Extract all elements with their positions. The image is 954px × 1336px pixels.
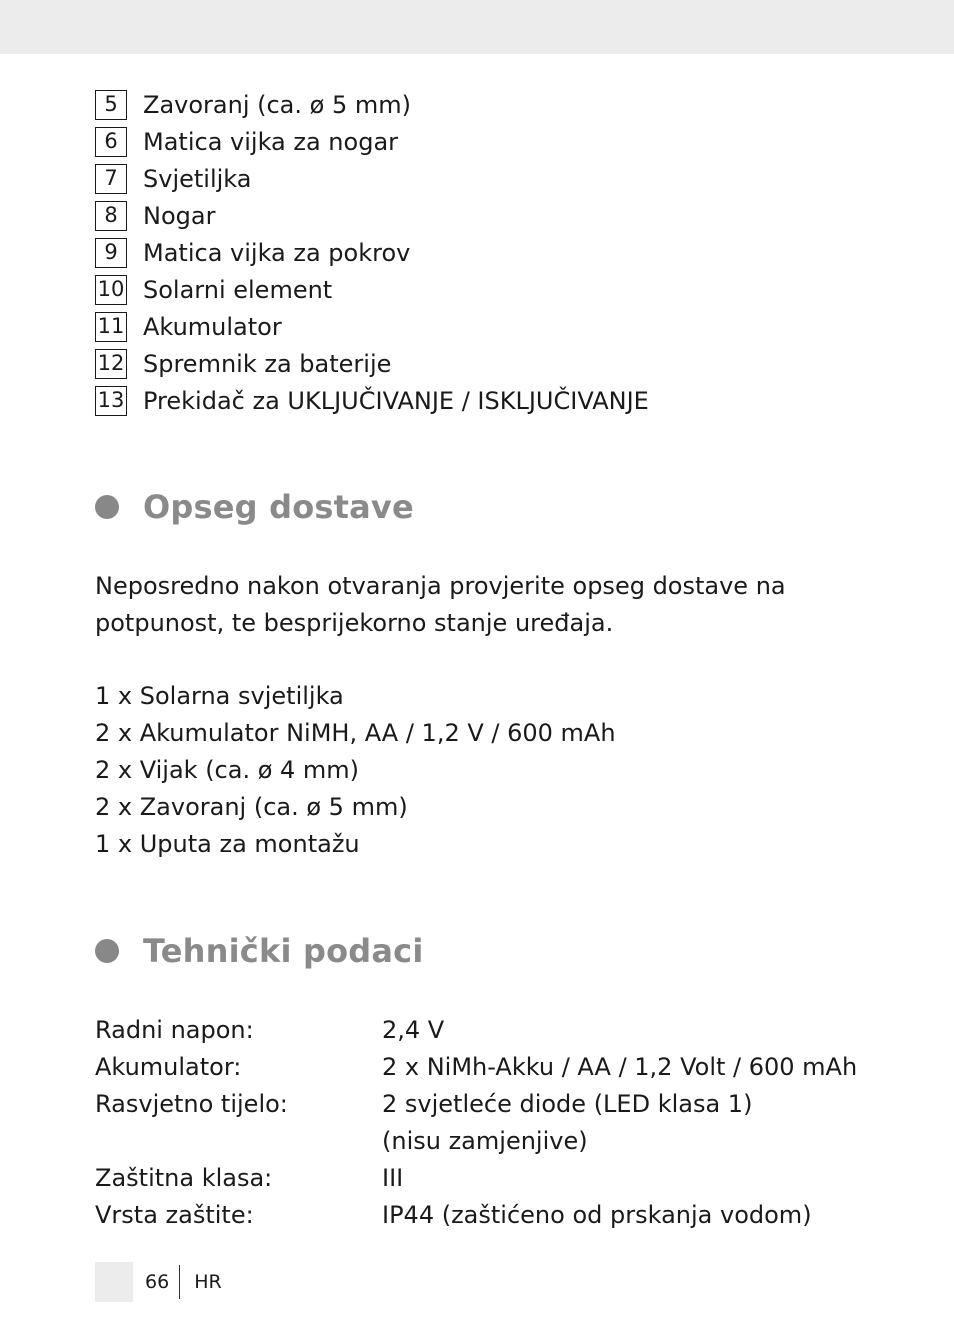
part-row xyxy=(95,197,649,234)
part-label: Nogar xyxy=(143,201,216,230)
spec-row xyxy=(95,1197,857,1234)
part-label: Akumulator xyxy=(143,312,282,341)
part-row xyxy=(95,345,649,382)
list-item: 1 x Solarna svjetiljka xyxy=(95,682,344,710)
spec-label xyxy=(95,1123,382,1160)
part-number-box: 11 xyxy=(95,312,127,342)
spec-value: 2,4 V xyxy=(382,1016,445,1044)
page-footer xyxy=(95,1262,222,1302)
header-band xyxy=(0,0,954,54)
part-number-box: 7 xyxy=(95,164,127,194)
spec-row xyxy=(95,1160,857,1197)
part-label: Svjetiljka xyxy=(143,164,252,193)
part-number-box: 13 xyxy=(95,386,127,416)
spec-value: IP44 (zaštićeno od prskanja vodom) xyxy=(382,1201,812,1229)
delivery-heading xyxy=(95,488,414,526)
bullet-icon xyxy=(95,495,119,519)
spec-label: Radni napon: xyxy=(95,1016,254,1044)
spec-row xyxy=(95,1123,857,1160)
spec-label: Vrsta zaštite: xyxy=(95,1201,254,1229)
part-row xyxy=(95,308,649,345)
part-row xyxy=(95,234,649,271)
spec-value: 2 x NiMh-Akku / AA / 1,2 Volt / 600 mAh xyxy=(382,1053,858,1081)
list-item: 1 x Uputa za montažu xyxy=(95,830,360,858)
part-label: Matica vijka za nogar xyxy=(143,127,399,156)
spec-row xyxy=(95,1012,857,1049)
part-label: Solarni element xyxy=(143,275,333,304)
spec-value: III xyxy=(382,1164,404,1192)
part-label: Matica vijka za pokrov xyxy=(143,238,411,267)
page-number: 66 xyxy=(145,1271,170,1293)
delivery-paragraph: Neposredno nakon otvaranja provjerite opseg dostave na potpunost, te besprijekorno stanje uređaja. xyxy=(95,572,786,637)
part-row xyxy=(95,86,649,123)
technical-heading xyxy=(95,932,424,970)
spec-label: Zaštitna klasa: xyxy=(95,1164,273,1192)
part-number-box: 9 xyxy=(95,238,127,268)
part-number-box: 8 xyxy=(95,201,127,231)
section-title: Opseg dostave xyxy=(143,488,414,526)
list-item: 2 x Akumulator NiMH, AA / 1,2 V / 600 mAh xyxy=(95,719,616,747)
part-row xyxy=(95,123,649,160)
spec-table xyxy=(95,1012,857,1234)
list-item: 2 x Zavoranj (ca. ø 5 mm) xyxy=(95,793,408,821)
spec-row xyxy=(95,1049,857,1086)
footer-divider xyxy=(179,1265,180,1299)
part-row xyxy=(95,382,649,419)
delivery-items xyxy=(95,678,616,863)
spec-value: (nisu zamjenjive) xyxy=(382,1127,588,1155)
part-number-box: 12 xyxy=(95,349,127,379)
parts-list xyxy=(95,86,649,419)
part-number-box: 5 xyxy=(95,90,127,120)
part-row xyxy=(95,271,649,308)
footer-box xyxy=(95,1262,133,1302)
part-label: Spremnik za baterije xyxy=(143,349,392,378)
part-label: Zavoranj (ca. ø 5 mm) xyxy=(143,90,411,119)
bullet-icon xyxy=(95,939,119,963)
spec-label: Rasvjetno tijelo: xyxy=(95,1090,288,1118)
part-row xyxy=(95,160,649,197)
spec-row xyxy=(95,1086,857,1123)
section-title: Tehnički podaci xyxy=(143,932,424,970)
list-item: 2 x Vijak (ca. ø 4 mm) xyxy=(95,756,360,784)
part-label: Prekidač za UKLJUČIVANJE / ISKLJUČIVANJE xyxy=(143,386,649,415)
part-number-box: 6 xyxy=(95,127,127,157)
spec-value: 2 svjetleće diode (LED klasa 1) xyxy=(382,1090,753,1118)
language-code: HR xyxy=(194,1271,222,1293)
spec-label: Akumulator: xyxy=(95,1053,242,1081)
part-number-box: 10 xyxy=(95,275,127,305)
